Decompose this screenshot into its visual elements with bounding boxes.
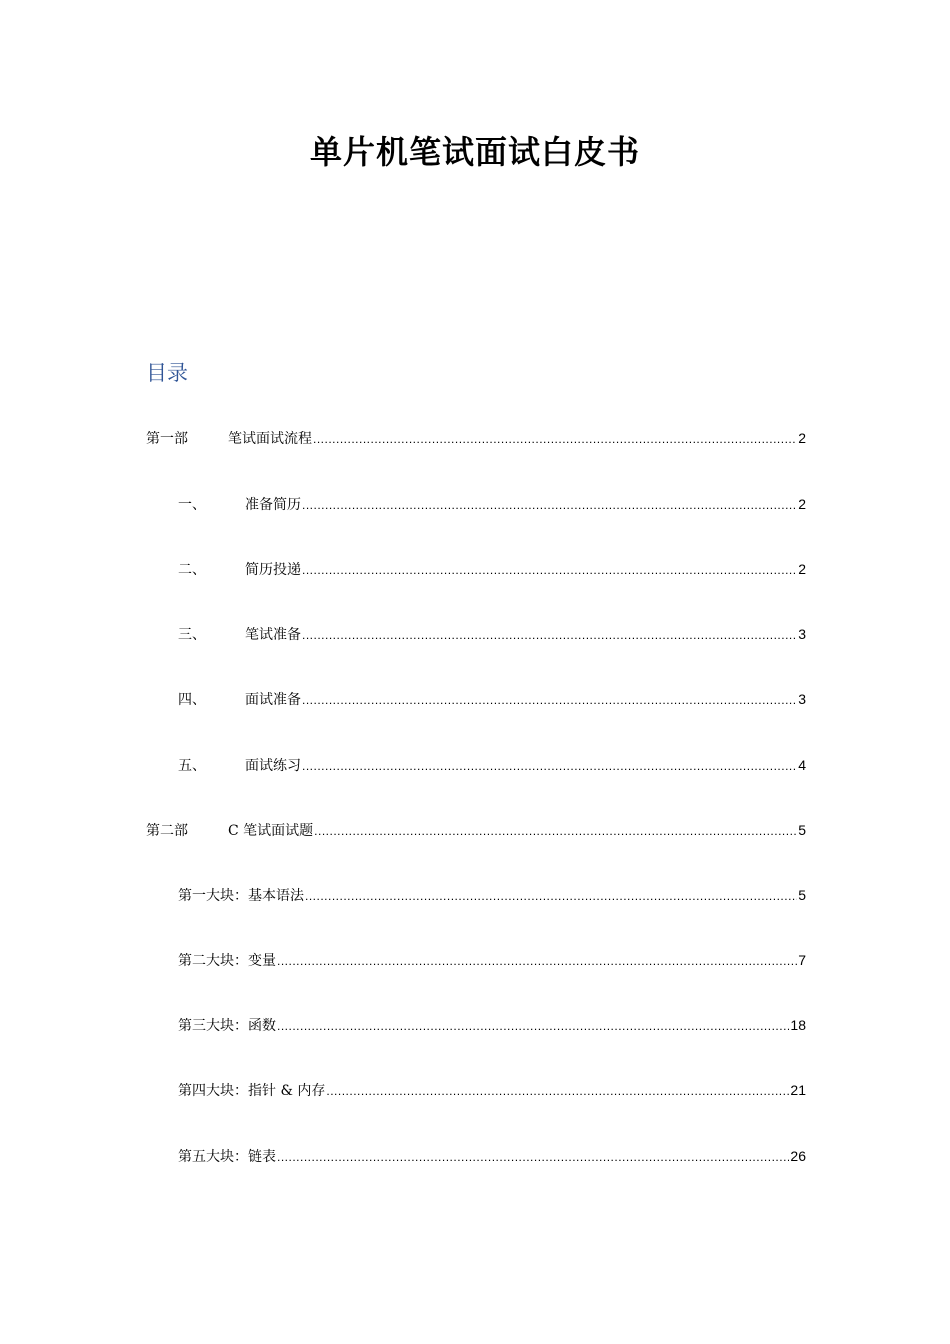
dot-leader bbox=[277, 1147, 789, 1167]
dot-leader bbox=[313, 429, 797, 449]
toc-heading: 目录 bbox=[146, 361, 188, 385]
toc-entry-page: 4 bbox=[798, 757, 806, 773]
dot-leader bbox=[302, 560, 797, 580]
toc-entry-text: C 笔试面试题 bbox=[228, 823, 314, 839]
toc-entry-page: 2 bbox=[798, 430, 806, 446]
toc-entry-number: 第二部 bbox=[146, 823, 188, 839]
toc-entry-text: 笔试准备 bbox=[245, 627, 301, 643]
dot-leader bbox=[305, 886, 797, 906]
toc-entry-text: 第四大块：指针 & 内存 bbox=[178, 1083, 326, 1099]
toc-entry-number: 第一部 bbox=[146, 431, 188, 447]
dot-leader bbox=[314, 821, 797, 841]
toc-entry-number: 四、 bbox=[178, 692, 206, 708]
toc-entry-page: 7 bbox=[798, 952, 806, 968]
toc-entry-part-2[interactable] bbox=[146, 820, 806, 840]
toc-entry-text: 面试练习 bbox=[245, 758, 301, 774]
toc-entry-text: 面试准备 bbox=[245, 692, 301, 708]
toc-entry-page: 26 bbox=[790, 1148, 806, 1164]
document-title: 单片机笔试面试白皮书 bbox=[309, 133, 640, 171]
toc-entry-page: 5 bbox=[798, 822, 806, 838]
toc-entry-text: 第三大块：函数 bbox=[178, 1018, 276, 1034]
toc-entry-page: 3 bbox=[798, 626, 806, 642]
dot-leader bbox=[277, 1016, 789, 1036]
toc-entry-page: 2 bbox=[798, 561, 806, 577]
toc-entry-number: 五、 bbox=[178, 758, 206, 774]
toc-entry-section-1[interactable] bbox=[178, 494, 806, 514]
toc-entry-page: 3 bbox=[798, 691, 806, 707]
toc-entry-section-3[interactable] bbox=[178, 624, 806, 644]
toc-entry-section-2[interactable] bbox=[178, 559, 806, 579]
toc-entry-block-5[interactable] bbox=[178, 1146, 806, 1166]
toc-entry-text: 准备简历 bbox=[245, 497, 301, 513]
toc-entry-block-4[interactable] bbox=[178, 1080, 806, 1100]
toc-entry-text: 笔试面试流程 bbox=[228, 431, 312, 447]
toc-entry-block-1[interactable] bbox=[178, 885, 806, 905]
dot-leader bbox=[302, 625, 797, 645]
toc-entry-page: 18 bbox=[790, 1017, 806, 1033]
toc-entry-page: 5 bbox=[798, 887, 806, 903]
toc-entry-page: 21 bbox=[790, 1082, 806, 1098]
toc-entry-section-5[interactable] bbox=[178, 755, 806, 775]
toc-entry-text: 第一大块：基本语法 bbox=[178, 888, 304, 904]
toc-entry-page: 2 bbox=[798, 496, 806, 512]
dot-leader bbox=[302, 756, 797, 776]
toc-entry-text: 第五大块：链表 bbox=[178, 1149, 276, 1165]
toc-entry-number: 一、 bbox=[178, 497, 206, 513]
toc-entry-number: 三、 bbox=[178, 627, 206, 643]
toc-entry-block-2[interactable] bbox=[178, 950, 806, 970]
toc-entry-block-3[interactable] bbox=[178, 1015, 806, 1035]
toc-entry-number: 二、 bbox=[178, 562, 206, 578]
toc-entry-text: 简历投递 bbox=[245, 562, 301, 578]
toc-entry-section-4[interactable] bbox=[178, 689, 806, 709]
dot-leader bbox=[326, 1081, 789, 1101]
toc-entry-part-1[interactable] bbox=[146, 428, 806, 448]
dot-leader bbox=[277, 951, 797, 971]
toc-entry-text: 第二大块：变量 bbox=[178, 953, 276, 969]
dot-leader bbox=[302, 495, 797, 515]
dot-leader bbox=[302, 690, 797, 710]
